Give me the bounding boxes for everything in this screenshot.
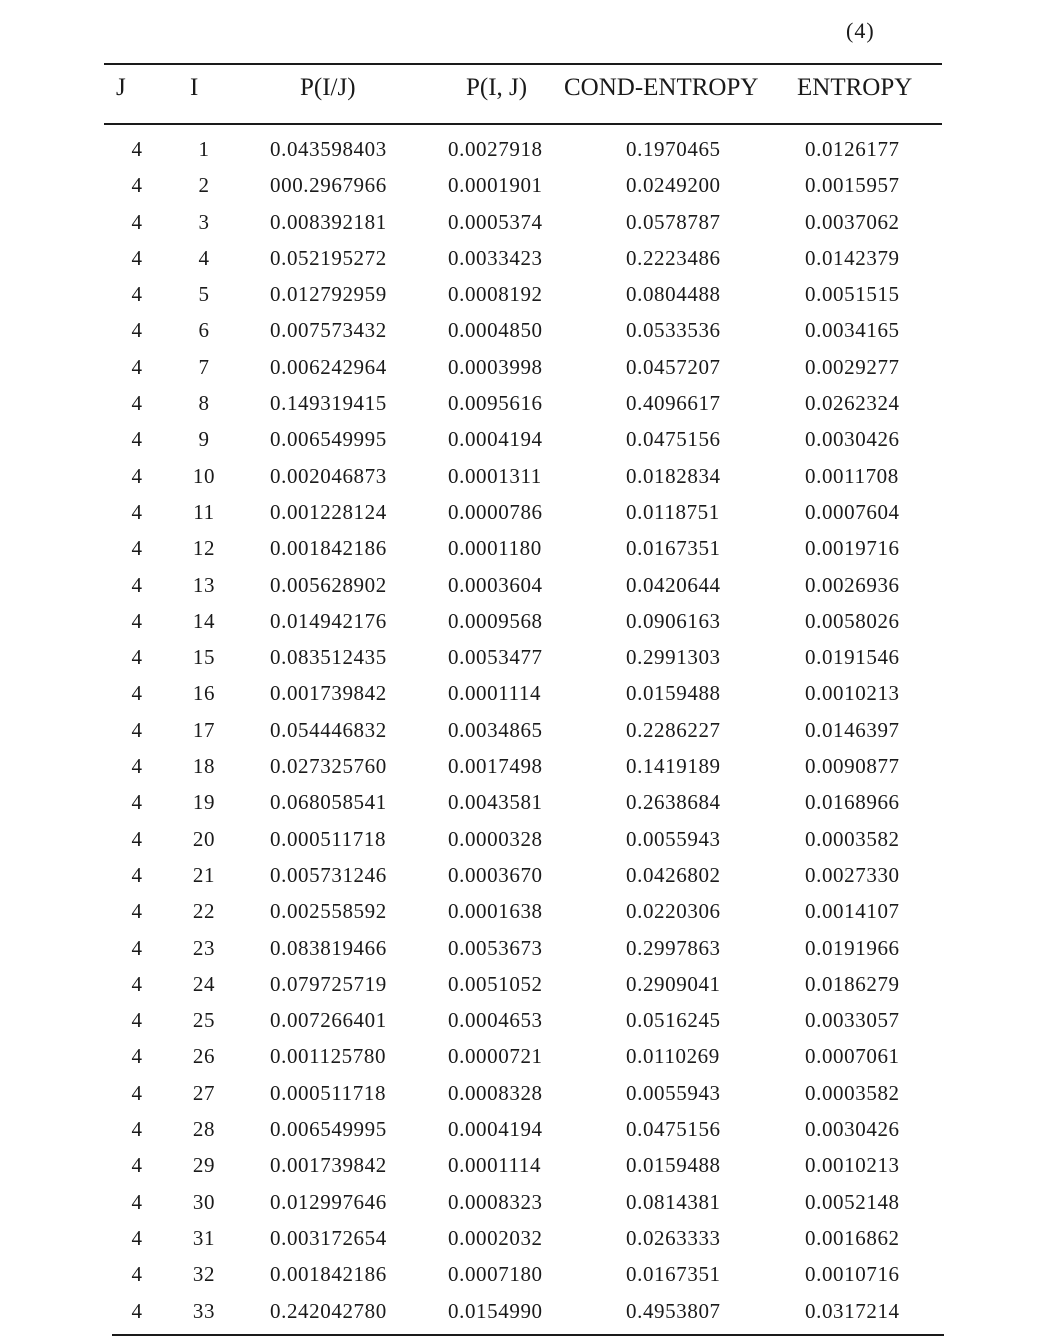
cell-j: 4: [131, 899, 143, 924]
cell-cond-entropy: 0.0182834: [626, 463, 721, 488]
cell-p-joint: 0.0004850: [448, 318, 543, 343]
table-row: [0, 1256, 1050, 1292]
cell-i: 29: [192, 1153, 216, 1178]
cell-entropy: 0.0029277: [805, 354, 900, 379]
cell-p-joint: 0.0095616: [448, 391, 543, 416]
cell-p-joint: 0.0001114: [448, 1153, 542, 1178]
cell-p-cond: 0.007573432: [270, 318, 387, 343]
cell-p-cond: 0.149319415: [270, 391, 387, 416]
table-row: [0, 204, 1050, 240]
cell-entropy: 0.0014107: [805, 899, 900, 924]
table-row: [0, 1002, 1050, 1038]
cell-i: 8: [198, 391, 210, 416]
cell-cond-entropy: 0.0906163: [626, 608, 721, 633]
cell-entropy: 0.0037062: [805, 209, 900, 234]
cell-entropy: 0.0126177: [805, 137, 900, 161]
cell-i: 26: [192, 1044, 216, 1069]
cell-p-joint: 0.0001114: [448, 681, 542, 706]
table-row: [0, 567, 1050, 603]
cell-p-cond: 0.002558592: [270, 899, 387, 924]
cell-p-joint: 0.0004194: [448, 1117, 543, 1142]
header-cond-entropy: COND-ENTROPY: [564, 74, 759, 101]
cell-entropy: 0.0146397: [805, 717, 900, 742]
cell-entropy: 0.0016862: [805, 1225, 900, 1250]
cell-entropy: 0.0019716: [805, 536, 900, 561]
cell-p-cond: 0.001228124: [270, 499, 387, 524]
table-row: [0, 494, 1050, 530]
cell-p-joint: 0.0008192: [448, 282, 543, 307]
table-row: [0, 784, 1050, 820]
cell-p-joint: 0.0154990: [448, 1298, 543, 1323]
cell-entropy: 0.0027330: [805, 862, 900, 887]
cell-p-cond: 0.001739842: [270, 1153, 387, 1178]
page-number: (4): [846, 18, 875, 43]
cell-cond-entropy: 0.0159488: [626, 681, 721, 706]
cell-j: 4: [131, 971, 143, 996]
cell-p-cond: 0.000511718: [270, 826, 387, 851]
cell-p-joint: 0.0007180: [448, 1262, 543, 1287]
bottom-rule: [112, 1334, 944, 1336]
cell-i: 7: [198, 354, 210, 379]
cell-cond-entropy: 0.0118751: [626, 499, 720, 524]
cell-i: 20: [192, 826, 216, 851]
cell-j: 4: [131, 282, 143, 307]
cell-cond-entropy: 0.0457207: [626, 354, 721, 379]
table-row: [0, 966, 1050, 1002]
cell-cond-entropy: 0.0804488: [626, 282, 721, 307]
cell-p-joint: 0.0033423: [448, 245, 543, 270]
cell-entropy: 0.0007061: [805, 1044, 900, 1069]
cell-cond-entropy: 0.2997863: [626, 935, 721, 960]
table-row: [0, 385, 1050, 421]
cell-cond-entropy: 0.0426802: [626, 862, 721, 887]
cell-j: 4: [131, 1189, 143, 1214]
cell-i: 27: [192, 1080, 216, 1105]
cell-p-joint: 0.0009568: [448, 608, 543, 633]
cell-cond-entropy: 0.0814381: [626, 1189, 721, 1214]
cell-p-cond: 0.006242964: [270, 354, 387, 379]
cell-j: 4: [131, 499, 143, 524]
cell-entropy: 0.0262324: [805, 391, 900, 416]
cell-j: 4: [131, 1008, 143, 1033]
cell-p-joint: 0.0001180: [448, 536, 542, 561]
cell-cond-entropy: 0.1419189: [626, 754, 721, 779]
cell-cond-entropy: 0.2991303: [626, 645, 721, 670]
cell-j: 4: [131, 536, 143, 561]
cell-p-joint: 0.0008328: [448, 1080, 543, 1105]
cell-i: 31: [192, 1225, 216, 1250]
cell-j: 4: [131, 681, 143, 706]
cell-cond-entropy: 0.2223486: [626, 245, 721, 270]
table-row: [0, 1147, 1050, 1183]
cell-j: 4: [131, 1044, 143, 1069]
cell-p-cond: 0.052195272: [270, 245, 387, 270]
cell-i: 12: [192, 536, 216, 561]
cell-entropy: 0.0058026: [805, 608, 900, 633]
table-row: [0, 1038, 1050, 1074]
cell-i: 3: [198, 209, 210, 234]
cell-i: 19: [192, 790, 216, 815]
cell-p-joint: 0.0000328: [448, 826, 543, 851]
cell-j: 4: [131, 354, 143, 379]
cell-i: 18: [192, 754, 216, 779]
cell-cond-entropy: 0.0263333: [626, 1225, 721, 1250]
cell-entropy: 0.0010213: [805, 1153, 900, 1178]
cell-i: 21: [192, 862, 216, 887]
cell-p-joint: 0.0000786: [448, 499, 543, 524]
cell-cond-entropy: 0.2286227: [626, 717, 721, 742]
cell-p-joint: 0.0004194: [448, 427, 543, 452]
cell-i: 32: [192, 1262, 216, 1287]
cell-i: 4: [198, 245, 210, 270]
cell-cond-entropy: 0.0578787: [626, 209, 721, 234]
cell-j: 4: [131, 1080, 143, 1105]
cell-p-cond: 0.083819466: [270, 935, 387, 960]
cell-p-cond: 0.012792959: [270, 282, 387, 307]
cell-p-cond: 0.001842186: [270, 1262, 387, 1287]
cell-i: 9: [198, 427, 210, 452]
table-row: [0, 240, 1050, 276]
cell-p-joint: 0.0017498: [448, 754, 543, 779]
cell-j: 4: [131, 754, 143, 779]
cell-i: 33: [192, 1298, 216, 1323]
cell-entropy: 0.0191966: [805, 935, 900, 960]
cell-cond-entropy: 0.0055943: [626, 826, 721, 851]
cell-i: 1: [198, 137, 210, 161]
cell-p-joint: 0.0001901: [448, 173, 543, 198]
cell-cond-entropy: 0.0420644: [626, 572, 721, 597]
cell-p-cond: 0.000511718: [270, 1080, 387, 1105]
table-row: [0, 1075, 1050, 1111]
cell-j: 4: [131, 245, 143, 270]
cell-i: 24: [192, 971, 216, 996]
cell-i: 30: [192, 1189, 216, 1214]
cell-i: 28: [192, 1117, 216, 1142]
cell-p-cond: 0.043598403: [270, 137, 387, 161]
table-row: [0, 748, 1050, 784]
table-row: [0, 1184, 1050, 1220]
cell-entropy: 0.0052148: [805, 1189, 900, 1214]
table-row: [0, 821, 1050, 857]
cell-entropy: 0.0034165: [805, 318, 900, 343]
cell-entropy: 0.0191546: [805, 645, 900, 670]
cell-cond-entropy: 0.0110269: [626, 1044, 720, 1069]
cell-p-joint: 0.0003670: [448, 862, 543, 887]
cell-entropy: 0.0090877: [805, 754, 900, 779]
cell-j: 4: [131, 209, 143, 234]
table-row: [0, 639, 1050, 675]
cell-j: 4: [131, 572, 143, 597]
table-row: [0, 1111, 1050, 1147]
cell-p-cond: 0.012997646: [270, 1189, 387, 1214]
cell-p-joint: 0.0000721: [448, 1044, 543, 1069]
cell-p-joint: 0.0053673: [448, 935, 543, 960]
cell-cond-entropy: 0.0533536: [626, 318, 721, 343]
table-row: [0, 458, 1050, 494]
cell-cond-entropy: 0.2638684: [626, 790, 721, 815]
cell-cond-entropy: 0.0475156: [626, 1117, 721, 1142]
table-row: [0, 1220, 1050, 1256]
cell-entropy: 0.0010716: [805, 1262, 900, 1287]
cell-j: 4: [131, 826, 143, 851]
cell-cond-entropy: 0.4096617: [626, 391, 721, 416]
cell-entropy: 0.0003582: [805, 826, 900, 851]
cell-entropy: 0.0015957: [805, 173, 900, 198]
cell-i: 6: [198, 318, 210, 343]
cell-p-cond: 0.001125780: [270, 1044, 387, 1069]
cell-p-cond: 0.006549995: [270, 1117, 387, 1142]
cell-j: 4: [131, 137, 143, 161]
cell-i: 14: [192, 608, 216, 633]
top-rule: [104, 63, 942, 65]
cell-entropy: 0.0030426: [805, 427, 900, 452]
cell-p-cond: 0.068058541: [270, 790, 387, 815]
cell-cond-entropy: 0.1970465: [626, 137, 721, 161]
table-row: [0, 131, 1050, 167]
table-row: [0, 893, 1050, 929]
cell-j: 4: [131, 608, 143, 633]
cell-p-cond: 0.014942176: [270, 608, 387, 633]
cell-i: 10: [192, 463, 216, 488]
cell-i: 15: [192, 645, 216, 670]
cell-entropy: 0.0003582: [805, 1080, 900, 1105]
cell-j: 4: [131, 463, 143, 488]
cell-entropy: 0.0186279: [805, 971, 900, 996]
cell-i: 25: [192, 1008, 216, 1033]
cell-p-cond: 0.008392181: [270, 209, 387, 234]
cell-j: 4: [131, 790, 143, 815]
cell-cond-entropy: 0.0516245: [626, 1008, 721, 1033]
cell-p-cond: 0.005731246: [270, 862, 387, 887]
cell-p-cond: 0.005628902: [270, 572, 387, 597]
table-row: [0, 1293, 1050, 1329]
cell-cond-entropy: 0.0475156: [626, 427, 721, 452]
cell-i: 22: [192, 899, 216, 924]
cell-j: 4: [131, 862, 143, 887]
cell-entropy: 0.0051515: [805, 282, 900, 307]
cell-cond-entropy: 0.0220306: [626, 899, 721, 924]
cell-cond-entropy: 0.0167351: [626, 1262, 721, 1287]
table-row: [0, 930, 1050, 966]
cell-p-cond: 0.002046873: [270, 463, 387, 488]
cell-j: 4: [131, 427, 143, 452]
cell-entropy: 0.0168966: [805, 790, 900, 815]
cell-entropy: 0.0033057: [805, 1008, 900, 1033]
cell-cond-entropy: 0.0055943: [626, 1080, 721, 1105]
header-j: J: [116, 74, 126, 101]
cell-p-joint: 0.0027918: [448, 137, 543, 161]
cell-p-cond: 0.001842186: [270, 536, 387, 561]
cell-j: 4: [131, 1117, 143, 1142]
cell-entropy: 0.0142379: [805, 245, 900, 270]
cell-p-cond: 0.007266401: [270, 1008, 387, 1033]
cell-cond-entropy: 0.4953807: [626, 1298, 721, 1323]
cell-p-cond: 0.027325760: [270, 754, 387, 779]
table-header: [0, 74, 1050, 114]
cell-entropy: 0.0011708: [805, 463, 899, 488]
cell-p-joint: 0.0003998: [448, 354, 543, 379]
cell-i: 17: [192, 717, 216, 742]
cell-j: 4: [131, 1262, 143, 1287]
cell-i: 11: [193, 499, 215, 524]
cell-j: 4: [131, 318, 143, 343]
cell-cond-entropy: 0.0249200: [626, 173, 721, 198]
cell-j: 4: [131, 717, 143, 742]
cell-p-joint: 0.0008323: [448, 1189, 543, 1214]
table-row: [0, 276, 1050, 312]
header-entropy: ENTROPY: [797, 74, 913, 101]
table-row: [0, 349, 1050, 385]
cell-p-cond: 0.054446832: [270, 717, 387, 742]
cell-j: 4: [131, 935, 143, 960]
cell-p-cond: 0.006549995: [270, 427, 387, 452]
cell-entropy: 0.0007604: [805, 499, 900, 524]
cell-i: 13: [192, 572, 216, 597]
cell-p-cond: 000.2967966: [270, 173, 387, 198]
cell-j: 4: [131, 1153, 143, 1178]
cell-p-cond: 0.001739842: [270, 681, 387, 706]
cell-j: 4: [131, 391, 143, 416]
cell-p-cond: 0.003172654: [270, 1225, 387, 1250]
header-rule: [104, 123, 942, 125]
cell-entropy: 0.0317214: [805, 1298, 900, 1323]
cell-p-joint: 0.0003604: [448, 572, 543, 597]
cell-i: 16: [192, 681, 216, 706]
cell-p-joint: 0.0053477: [448, 645, 543, 670]
cell-j: 4: [131, 1298, 143, 1323]
cell-p-joint: 0.0043581: [448, 790, 543, 815]
header-i: I: [190, 74, 199, 101]
table-row: [0, 712, 1050, 748]
cell-j: 4: [131, 1225, 143, 1250]
cell-cond-entropy: 0.0159488: [626, 1153, 721, 1178]
cell-p-joint: 0.0001638: [448, 899, 543, 924]
cell-j: 4: [131, 173, 143, 198]
cell-entropy: 0.0026936: [805, 572, 900, 597]
header-p-cond: P(I/J): [300, 74, 356, 101]
cell-entropy: 0.0030426: [805, 1117, 900, 1142]
cell-p-joint: 0.0034865: [448, 717, 543, 742]
cell-p-cond: 0.079725719: [270, 971, 387, 996]
table-row: [0, 530, 1050, 566]
table-row: [0, 421, 1050, 457]
cell-j: 4: [131, 645, 143, 670]
cell-p-joint: 0.0051052: [448, 971, 543, 996]
header-p-joint: P(I, J): [466, 74, 528, 101]
cell-i: 5: [198, 282, 210, 307]
cell-i: 23: [192, 935, 216, 960]
table-row: [0, 603, 1050, 639]
table-row: [0, 312, 1050, 348]
cell-p-cond: 0.083512435: [270, 645, 387, 670]
table-row: [0, 675, 1050, 711]
table-row: [0, 167, 1050, 203]
cell-p-joint: 0.0004653: [448, 1008, 543, 1033]
cell-p-joint: 0.0001311: [448, 463, 542, 488]
cell-cond-entropy: 0.0167351: [626, 536, 721, 561]
cell-cond-entropy: 0.2909041: [626, 971, 721, 996]
cell-p-joint: 0.0002032: [448, 1225, 543, 1250]
cell-entropy: 0.0010213: [805, 681, 900, 706]
cell-p-joint: 0.0005374: [448, 209, 543, 234]
cell-i: 2: [198, 173, 210, 198]
table-row: [0, 857, 1050, 893]
table-body: [0, 131, 1050, 1329]
cell-p-cond: 0.242042780: [270, 1298, 387, 1323]
